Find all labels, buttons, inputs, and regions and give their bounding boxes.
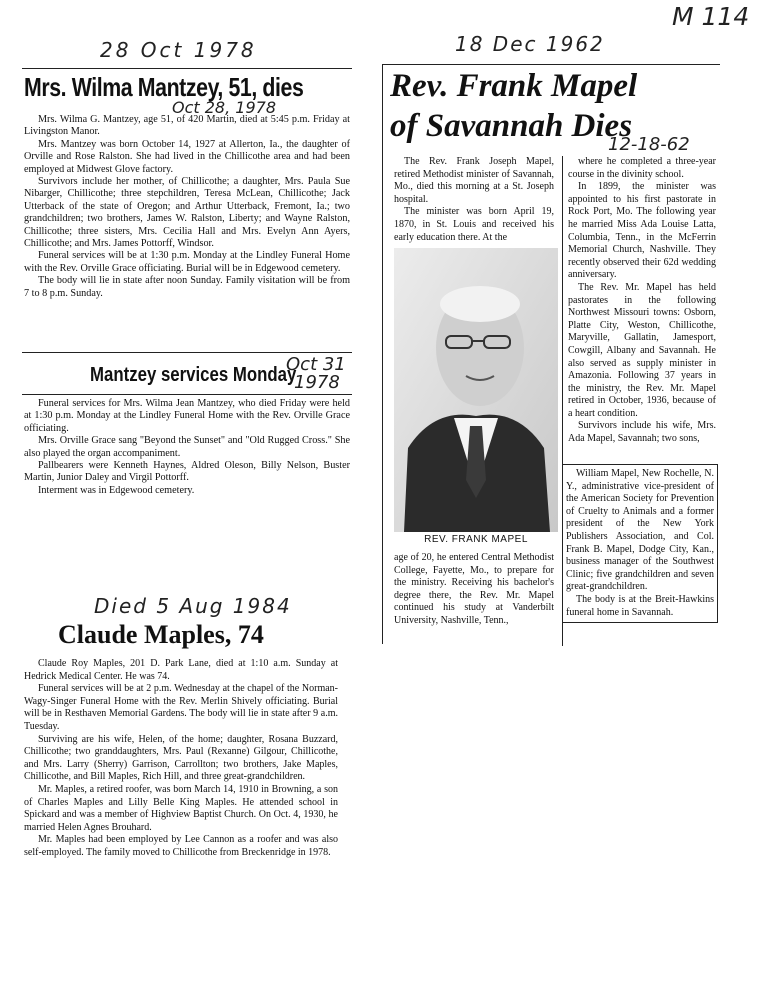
portrait-illustration bbox=[394, 248, 558, 532]
column-1-top bbox=[394, 156, 554, 244]
paragraph: Mr. Maples, a retired roofer, was born March 14, 1910 in Browning, a son of Charles Maples and Lilly Belle King Maples. He attended school in Spickard and was a member of Highview Baptist Church. On Oct. 4, 1930, he married Helen Agnes Brouhard. bbox=[24, 783, 338, 833]
headline-line-1: Rev. Frank Mapel bbox=[390, 68, 638, 104]
frame-left bbox=[382, 64, 383, 644]
clip4-date-note-2: 12-18-62 bbox=[608, 134, 690, 155]
clip2-date-note-b: 1978 bbox=[294, 372, 340, 393]
clip-mapel-obituary bbox=[382, 64, 722, 654]
article-body bbox=[24, 398, 350, 497]
frame-top bbox=[382, 64, 720, 65]
column-1-bottom: age of 20, he entered Central Methodist College, Fayette, Mo., to prepare for the ministry. Receiving his bachelor's degree there, the Rev. Mr. Mapel continued his study at Vanderbilt University, Nashville, Tenn., bbox=[394, 552, 554, 626]
paragraph: Pallbearers were Kenneth Haynes, Aldred Oleson, Billy Nelson, Buster Martin, Junior Daley and Virgil Pottorff. bbox=[24, 460, 350, 484]
paragraph: The body will lie in state after noon Sunday. Family visitation will be from 7 to 8 p.m. Sunday. bbox=[24, 275, 350, 299]
clip1-date-note: 28 Oct 1978 bbox=[100, 38, 257, 62]
paragraph: Surviving are his wife, Helen, of the home; daughter, Rosana Buzzard, Chillicothe; two granddaughters, Mrs. Paul (Rexanne) Gilgour, Chillicothe, and Mrs. Larry (Sherry) Garrison, Carrollton; two brothers, Jake Maples, Chillicothe, and Bill Maples, Rich Hill, and three great-grandchildren. bbox=[24, 733, 338, 783]
column-2-bottom bbox=[562, 464, 718, 623]
paragraph: Survivors include his wife, Mrs. Ada Mapel, Savannah; two sons, bbox=[568, 420, 716, 445]
paragraph: Claude Roy Maples, 201 D. Park Lane, died at 1:10 a.m. Sunday at Hedrick Medical Center. He was 74. bbox=[24, 658, 338, 682]
clip4-date-note: 18 Dec 1962 bbox=[455, 32, 605, 56]
paragraph: Interment was in Edgewood cemetery. bbox=[38, 484, 195, 496]
paragraph: Funeral services for Mrs. Wilma Jean Mantzey, who died Friday were held at 1:30 p.m. Monday at the Lindley Funeral Home with the Rev. Orville Grace officiating. bbox=[24, 398, 350, 434]
article-body bbox=[24, 658, 338, 860]
paragraph: The Rev. Frank Joseph Mapel, retired Methodist minister of Savannah, Mo., died this morning at a St. Joseph hospital. bbox=[394, 156, 554, 205]
headline: Claude Maples, 74 bbox=[58, 620, 264, 649]
page-id-note: M 114 bbox=[672, 2, 750, 31]
paragraph: The Rev. Mr. Mapel has held pastorates in the following Northwest Missouri towns: Osborn, Platte City, Weston, Chillicothe, Maryville, Gallatin, Jamesport, Cowgill, Albany and Savannah. He also served as supply minister in Amazonia. Following 37 years in the ministry, the Rev. Mr. Mapel retired in October, 1936, because of a heart condition. bbox=[568, 281, 716, 419]
paragraph: Mr. Maples had been employed by Lee Cannon as a roofer and was also self-employed. The family moved to Chillicothe from Breckenridge in 1978. bbox=[24, 834, 338, 858]
photo-caption: REV. FRANK MAPEL bbox=[424, 534, 528, 545]
paragraph: Mrs. Orville Grace sang "Beyond the Sunset" and "Old Rugged Cross." She also played the organ accompaniment. bbox=[24, 435, 350, 459]
paragraph: William Mapel, New Rochelle, N. Y., administrative vice-president of the American Society for Prevention of Cruelty to Animals and a former president of the New York Publishers Association, and Col. Frank B. Mapel, Dodge City, Kan., business manager of the Southwest Clinic; five grandchildren and seven great-grandchildren. bbox=[566, 468, 714, 593]
top-rule bbox=[22, 68, 352, 69]
clip2-date-note-a: Oct 31 bbox=[286, 354, 346, 375]
headline: Mantzey services Monday bbox=[90, 364, 297, 386]
clip1-date-note-2: Oct 28, 1978 bbox=[172, 98, 276, 117]
under-rule bbox=[22, 394, 352, 395]
paragraph: In 1899, the minister was appointed to his first pastorate in Rock Port, Mo. The following year he married Miss Ada Louise Latta, Columbia, Tenn., in the McFerrin Memorial Church, Nashville. They recently observed their 62d wedding anniversary. bbox=[568, 181, 716, 281]
headline: Mrs. Wilma Mantzey, 51, dies bbox=[24, 72, 304, 102]
paragraph: Funeral services will be at 1:30 p.m. Monday at the Lindley Funeral Home with the Rev. Orville Grace officiating. Burial will be in Edgewood cemetery. bbox=[24, 250, 350, 274]
top-rule bbox=[22, 352, 352, 353]
clip3-date-note: Died 5 Aug 1984 bbox=[94, 594, 292, 618]
article-body bbox=[24, 114, 350, 300]
paragraph: Mrs. Wilma G. Mantzey, age 51, of 420 Martin, died at 5:45 p.m. Friday at Livingston Manor. bbox=[24, 114, 350, 138]
paragraph: The minister was born April 19, 1870, in St. Louis and received his early education there. At the bbox=[394, 206, 554, 243]
paragraph: Survivors include her mother, of Chillicothe; a daughter, Mrs. Paula Sue Nibarger, Chillicothe; three stepchildren, Teresa McLean, Chillicothe; Jack Utterback of the state of Oregon; and Arthur Utterback, Fremont, Ia.; two grandchildren; two brothers, James W. Ralston, Liberty; and Wayne Ralston, Chillicothe; three sisters, Mrs. Cecilia Hall and Mrs. Evelyn Ann Ayers, Chillicothe; and Mrs. James Pottorff, Windsor. bbox=[24, 176, 350, 250]
paragraph: Mrs. Mantzey was born October 14, 1927 at Allerton, Ia., the daughter of Orville and Rose Ralston. She had lived in the Chillicothe area and had been employed at Midwest Glove factory. bbox=[24, 138, 350, 175]
column-2-top bbox=[568, 156, 716, 446]
headline-line-2: of Savannah Dies bbox=[390, 108, 633, 144]
paragraph: The body is at the Breit-Hawkins funeral home in Savannah. bbox=[566, 593, 714, 618]
paragraph: Funeral services will be at 2 p.m. Wednesday at the chapel of the Norman-Wagy-Singer Funeral Home with the Rev. Merlin Shively officiating. Burial will be in Resthaven Memorial Gardens. The body will lie in state after 9 a.m. Tuesday. bbox=[24, 683, 338, 732]
portrait-photo bbox=[394, 248, 558, 532]
paragraph: where he completed a three-year course in the divinity school. bbox=[568, 156, 716, 180]
